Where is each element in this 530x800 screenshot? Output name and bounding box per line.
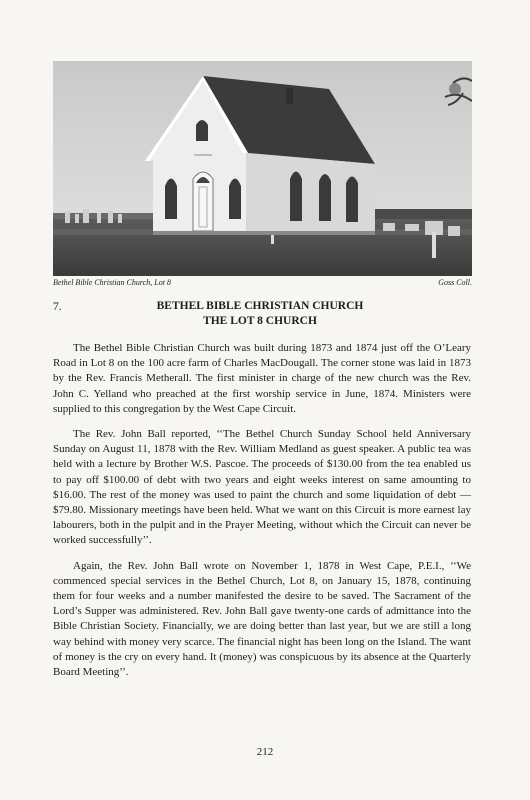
- paragraph: The Bethel Bible Christian Church was built during 1873 and 1874 just off the O’Leary Road in Lot 8 on the 100 acre farm of Charles MacDougall. The corner stone was laid in 1873 by the Rev. Francis Metherall. The first minister in charge of the new church was the Rev. John C. Yelland who preached at the first worship service in June, 1874. Ministers were supplied to this congregation by the West Cape Circuit.: [53, 342, 471, 415]
- paragraph: The Rev. John Ball reported, ‘‘The Bethel Church Sunday School held Anniversary Sunday on August 11, 1878 with the Rev. William Medland as guest speaker. A public tea was held with a lecture by Brother W.S. Pascoe. The proceeds of $130.00 from the tea enabled us to pay off $100.00 of debt with two years and eight weeks interest on same amounting to $16.00. The rest of the money was used to paint the church and some liquidation of debt — $79.80. Missionary meetings have been held. What we want on this Circuit is more earnest lay labourers, both in the pulpit and in the Prayer Meeting, without which the Circuit can never be worked successfully’’.: [53, 428, 471, 547]
- photo-caption: [53, 278, 472, 288]
- church-photo: [53, 61, 472, 276]
- page-number: 212: [256, 746, 274, 758]
- page-title: [90, 299, 430, 329]
- body-text: [53, 341, 471, 690]
- title-line-2: THE LOT 8 CHURCH: [203, 315, 317, 327]
- caption-left: Bethel Bible Christian Church, Lot 8: [53, 278, 171, 287]
- section-number: 7.: [53, 301, 62, 313]
- title-line-1: BETHEL BIBLE CHRISTIAN CHURCH: [156, 300, 364, 312]
- caption-credit: Goss Coll.: [438, 278, 472, 287]
- paragraph: Again, the Rev. John Ball wrote on November 1, 1878 in West Cape, P.E.I., ‘‘We commenced special services in the Bethel Church, Lot 8, on January 15, 1878, continuing them for four weeks and a number manifested the desire to be saved. The Sacrament of the Lord’s Supper was administered. Rev. John Ball gave twenty-one cards of admittance into the Bible Christian Society. Financially, we are doing better than last year, but we are still a long way behind with money very scarce. The financial night has been long on the Island. The want of money is the cry on every hand. It (money) was conspicuous by its absence at the Quarterly Board Meeting’’.: [53, 559, 471, 679]
